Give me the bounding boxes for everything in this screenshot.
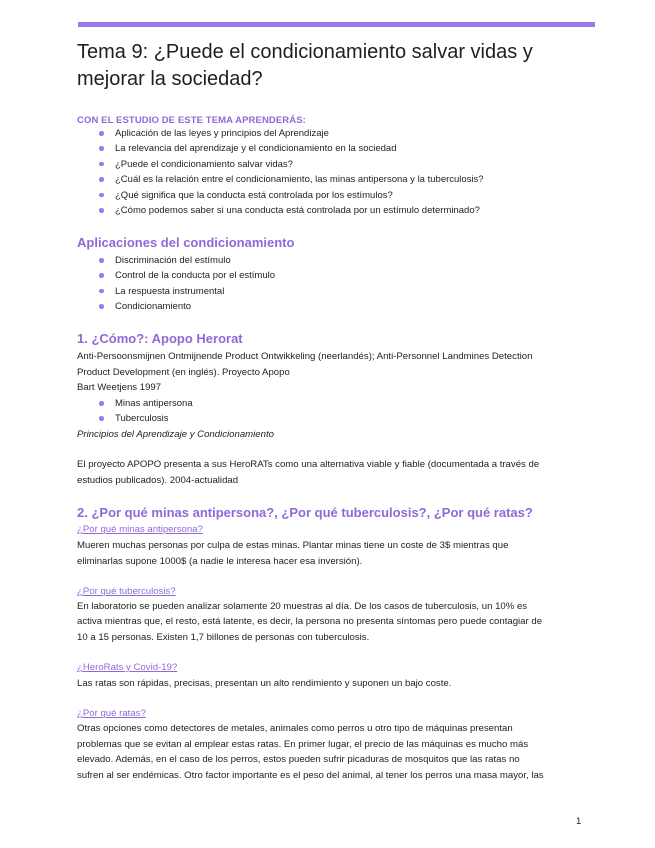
paragraph-line: problemas que se evitan al emplear estas ratas. En primer lugar, el precio de las máquinas es mucho más (77, 739, 529, 750)
paragraph-line: 10 a 15 personas. Existen 1,7 billones de personas con tuberculosis. (77, 632, 370, 643)
list-item: Control de la conducta por el estímulo (99, 268, 579, 283)
paragraph-line: Otras opciones como detectores de metales, animales como perros u otro tipo de máquinas presentan (77, 723, 513, 734)
section-heading-1: 1. ¿Cómo?: Apopo Herorat (77, 331, 243, 346)
paragraph-line: Mueren muchas personas por culpa de estas minas. Plantar minas tiene un coste de 3$ mientras que (77, 540, 509, 551)
paragraph-line: eliminarlas supone 1000$ (a nadie le interesa hacer esa inversión). (77, 556, 363, 567)
sub-link-covid[interactable]: ¿HeroRats y Covid-19? (77, 662, 178, 673)
section-heading-applications: Aplicaciones del condicionamiento (77, 235, 295, 250)
paragraph-line: En laboratorio se pueden analizar solamente 20 muestras al día. De los casos de tuberculosis, un 10% es (77, 601, 528, 612)
sub-link-minas[interactable]: ¿Por qué minas antipersona? (77, 524, 203, 535)
section-heading-2: 2. ¿Por qué minas antipersona?, ¿Por qué tuberculosis?, ¿Por qué ratas? (77, 505, 533, 520)
paragraph-line: Las ratas son rápidas, precisas, presentan un alto rendimiento y suponen un bajo coste. (77, 678, 452, 689)
list-item: Minas antipersona (99, 396, 579, 411)
section1-list (99, 396, 579, 427)
applications-list (99, 253, 579, 315)
paragraph-line: estudios publicados). 2004-actualidad (77, 475, 239, 486)
paragraph-line: Product Development (en inglés). Proyecto Apopo (77, 367, 290, 378)
page-number: 1 (576, 816, 582, 827)
list-item: ¿Cómo podemos saber si una conducta está controlada por un estímulo determinado? (99, 203, 579, 218)
sub-link-tuberculosis[interactable]: ¿Por qué tuberculosis? (77, 586, 176, 597)
paragraph-line: elevado. Además, en el caso de los perros, estos pueden sufrir picaduras de mosquitos que las ratas no (77, 754, 520, 765)
learn-heading: CON EL ESTUDIO DE ESTE TEMA APRENDERÁS: (77, 115, 306, 126)
paragraph-line: sufren al ser endémicas. Otro factor importante es el peso del animal, al tener los perros una masa mayor, las (77, 770, 544, 781)
list-item: La relevancia del aprendizaje y el condicionamiento en la sociedad (99, 141, 579, 156)
paragraph-line: Anti-Persoonsmijnen Ontmijnende Product Ontwikkeling (neerlandés); Anti-Personnel Landmines Detection (77, 351, 533, 362)
paragraph-line: activa mientras que, el resto, está latente, es decir, la persona no presenta síntomas pero puede contagiar de (77, 616, 543, 627)
list-item: Discriminación del estímulo (99, 253, 579, 268)
page-title: Tema 9: ¿Puede el condicionamiento salvar vidas y mejorar la sociedad? (77, 41, 533, 90)
learn-list (99, 126, 579, 218)
header-accent-bar (78, 22, 595, 27)
list-item: La respuesta instrumental (99, 284, 579, 299)
sub-link-ratas[interactable]: ¿Por qué ratas? (77, 708, 146, 719)
list-item: Tuberculosis (99, 411, 579, 426)
list-item: Condicionamiento (99, 299, 579, 314)
list-item: Aplicación de las leyes y principios del Aprendizaje (99, 126, 579, 141)
italic-note: Principios del Aprendizaje y Condicionamiento (77, 429, 274, 440)
paragraph-line: El proyecto APOPO presenta a sus HeroRATs como una alternativa viable y fiable (documentada a través de (77, 459, 540, 470)
list-item: ¿Cuál es la relación entre el condicionamiento, las minas antipersona y la tuberculosis? (99, 172, 579, 187)
list-item: ¿Qué significa que la conducta está controlada por los estímulos? (99, 188, 579, 203)
list-item: ¿Puede el condicionamiento salvar vidas? (99, 157, 579, 172)
paragraph-line: Bart Weetjens 1997 (77, 382, 162, 393)
